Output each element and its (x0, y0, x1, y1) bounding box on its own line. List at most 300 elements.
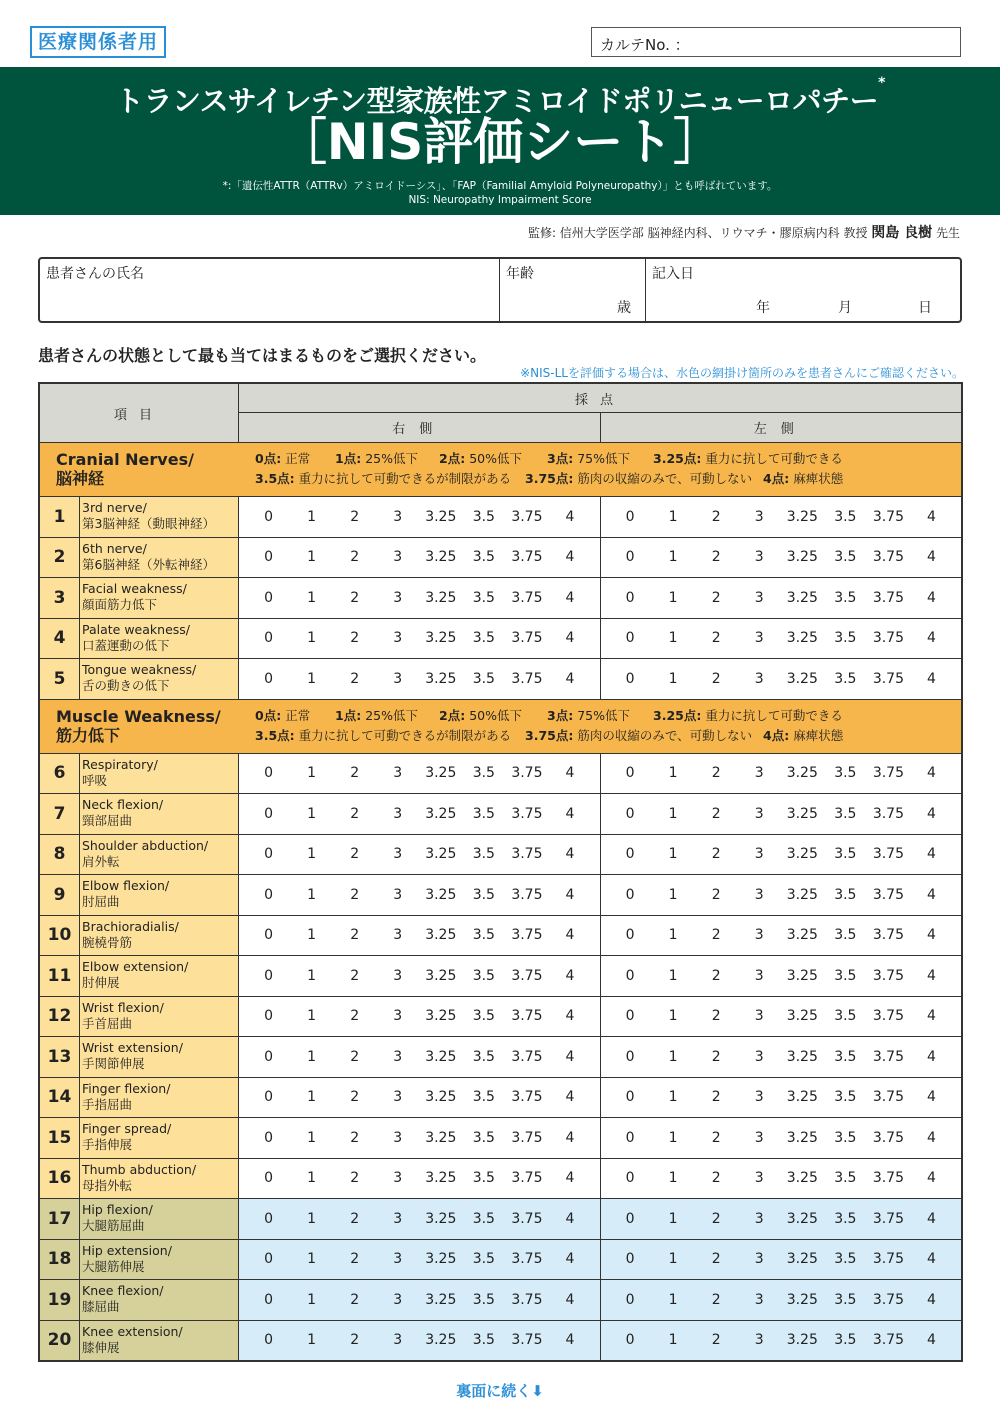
score-option[interactable]: 3 (393, 846, 403, 863)
score-option[interactable]: 0 (264, 1048, 273, 1065)
score-option[interactable]: 2 (711, 927, 721, 944)
score-option[interactable]: 4 (565, 508, 575, 525)
score-option[interactable]: 3.5 (834, 1251, 857, 1268)
score-option[interactable]: 4 (565, 846, 575, 863)
score-option[interactable]: 2 (350, 1129, 360, 1146)
score-option[interactable]: 3.25 (425, 1129, 457, 1146)
score-option[interactable]: 0 (625, 508, 635, 525)
score-option[interactable]: 0 (625, 549, 635, 566)
score-option[interactable]: 3.5 (834, 846, 857, 863)
score-option[interactable]: 2 (711, 1089, 721, 1106)
score-option[interactable]: 3.5 (472, 765, 495, 782)
score-option[interactable]: 3.75 (872, 589, 904, 606)
score-option[interactable]: 0 (625, 805, 635, 822)
score-option[interactable]: 3.75 (511, 1210, 543, 1227)
score-option[interactable]: 3.25 (786, 927, 818, 944)
score-option[interactable]: 3.25 (425, 670, 457, 687)
score-option[interactable]: 1 (307, 589, 317, 606)
score-option[interactable]: 3.5 (472, 967, 495, 984)
score-option[interactable]: 3 (754, 765, 764, 782)
score-option[interactable]: 0 (264, 1008, 273, 1025)
score-option[interactable]: 1 (307, 1170, 317, 1187)
score-option[interactable]: 3 (754, 1210, 764, 1227)
score-option[interactable]: 4 (927, 589, 936, 606)
score-option[interactable]: 3.25 (786, 1332, 818, 1349)
score-option[interactable]: 3.75 (511, 1089, 543, 1106)
score-option[interactable]: 2 (350, 1210, 360, 1227)
score-option[interactable]: 2 (350, 1089, 360, 1106)
score-option[interactable]: 3 (393, 886, 403, 903)
score-option[interactable]: 4 (927, 1291, 936, 1308)
score-option[interactable]: 3.25 (425, 846, 457, 863)
score-option[interactable]: 3.25 (786, 1089, 818, 1106)
score-option[interactable]: 3.75 (872, 967, 904, 984)
score-option[interactable]: 1 (307, 1048, 317, 1065)
score-option[interactable]: 3 (754, 1129, 764, 1146)
score-option[interactable]: 0 (264, 927, 273, 944)
score-option[interactable]: 0 (625, 846, 635, 863)
score-option[interactable]: 1 (307, 549, 317, 566)
score-option[interactable]: 4 (565, 765, 575, 782)
score-option[interactable]: 4 (927, 846, 936, 863)
score-option[interactable]: 0 (264, 1170, 273, 1187)
score-option[interactable]: 3.5 (834, 589, 857, 606)
score-option[interactable]: 3.75 (511, 508, 543, 525)
score-option[interactable]: 0 (264, 589, 273, 606)
score-option[interactable]: 2 (711, 1008, 721, 1025)
score-option[interactable]: 3.5 (834, 1291, 857, 1308)
score-option[interactable]: 0 (264, 846, 273, 863)
score-option[interactable]: 3.75 (872, 1048, 904, 1065)
score-option[interactable]: 1 (668, 1089, 678, 1106)
score-option[interactable]: 3.25 (425, 805, 457, 822)
score-option[interactable]: 3.75 (511, 549, 543, 566)
score-option[interactable]: 3.5 (834, 508, 857, 525)
score-option[interactable]: 3.75 (511, 805, 543, 822)
score-option[interactable]: 4 (927, 1170, 936, 1187)
score-option[interactable]: 2 (350, 630, 360, 647)
score-option[interactable]: 3.75 (511, 846, 543, 863)
score-option[interactable]: 0 (625, 1048, 635, 1065)
score-option[interactable]: 3.5 (834, 1210, 857, 1227)
score-option[interactable]: 3.75 (872, 508, 904, 525)
score-option[interactable]: 3.5 (834, 927, 857, 944)
score-option[interactable]: 3.75 (872, 886, 904, 903)
score-option[interactable]: 2 (350, 886, 360, 903)
score-option[interactable]: 3.5 (472, 589, 495, 606)
score-option[interactable]: 3.25 (786, 589, 818, 606)
score-option[interactable]: 1 (668, 630, 678, 647)
score-option[interactable]: 3.75 (872, 1291, 904, 1308)
score-option[interactable]: 2 (350, 670, 360, 687)
score-option[interactable]: 3 (754, 1008, 764, 1025)
score-option[interactable]: 0 (264, 765, 273, 782)
score-option[interactable]: 3 (754, 805, 764, 822)
score-option[interactable]: 3.75 (511, 670, 543, 687)
score-option[interactable]: 3.5 (472, 805, 495, 822)
score-option[interactable]: 3.25 (786, 967, 818, 984)
score-option[interactable]: 3 (754, 630, 764, 647)
score-option[interactable]: 4 (565, 1129, 575, 1146)
score-option[interactable]: 1 (307, 967, 317, 984)
score-option[interactable]: 3.75 (872, 1129, 904, 1146)
score-option[interactable]: 4 (927, 508, 936, 525)
score-option[interactable]: 3.5 (472, 886, 495, 903)
score-option[interactable]: 3.5 (834, 630, 857, 647)
score-option[interactable]: 3.25 (425, 1048, 457, 1065)
score-option[interactable]: 3.25 (425, 1170, 457, 1187)
score-option[interactable]: 3 (754, 927, 764, 944)
score-option[interactable]: 3.5 (834, 549, 857, 566)
score-option[interactable]: 1 (668, 886, 678, 903)
score-option[interactable]: 4 (927, 967, 936, 984)
score-option[interactable]: 4 (565, 1170, 575, 1187)
score-option[interactable]: 4 (927, 670, 936, 687)
score-option[interactable]: 3.25 (786, 1170, 818, 1187)
score-option[interactable]: 3.25 (425, 589, 457, 606)
score-option[interactable]: 4 (565, 549, 575, 566)
score-option[interactable]: 3.5 (834, 1332, 857, 1349)
score-option[interactable]: 1 (307, 1008, 317, 1025)
score-option[interactable]: 3 (754, 846, 764, 863)
score-option[interactable]: 3 (393, 508, 403, 525)
score-option[interactable]: 0 (264, 1089, 273, 1106)
score-option[interactable]: 1 (668, 805, 678, 822)
score-option[interactable]: 4 (565, 1048, 575, 1065)
score-option[interactable]: 3 (393, 1332, 403, 1349)
score-option[interactable]: 0 (264, 1129, 273, 1146)
score-option[interactable]: 3.75 (872, 846, 904, 863)
score-option[interactable]: 3 (393, 589, 403, 606)
score-option[interactable]: 2 (711, 1251, 721, 1268)
score-option[interactable]: 1 (307, 805, 317, 822)
score-option[interactable]: 2 (711, 805, 721, 822)
score-option[interactable]: 4 (565, 927, 575, 944)
score-option[interactable]: 3.75 (511, 1170, 543, 1187)
score-option[interactable]: 3 (393, 670, 403, 687)
score-option[interactable]: 0 (264, 670, 273, 687)
score-option[interactable]: 3.5 (472, 630, 495, 647)
score-option[interactable]: 4 (565, 886, 575, 903)
score-option[interactable]: 4 (565, 1251, 575, 1268)
score-option[interactable]: 3 (393, 765, 403, 782)
score-option[interactable]: 2 (711, 549, 721, 566)
score-option[interactable]: 3.5 (834, 765, 857, 782)
score-option[interactable]: 1 (668, 508, 678, 525)
score-option[interactable]: 3.25 (425, 508, 457, 525)
score-option[interactable]: 3.5 (834, 805, 857, 822)
score-option[interactable]: 3.75 (511, 589, 543, 606)
score-option[interactable]: 3.25 (425, 1089, 457, 1106)
score-option[interactable]: 3.25 (425, 765, 457, 782)
score-option[interactable]: 3.25 (786, 886, 818, 903)
score-option[interactable]: 0 (625, 1170, 635, 1187)
score-option[interactable]: 3.25 (786, 1048, 818, 1065)
score-option[interactable]: 1 (307, 886, 317, 903)
score-option[interactable]: 3.75 (872, 1089, 904, 1106)
score-option[interactable]: 3.25 (425, 1210, 457, 1227)
score-option[interactable]: 1 (668, 589, 678, 606)
score-option[interactable]: 3.5 (834, 1008, 857, 1025)
score-option[interactable]: 2 (350, 1291, 360, 1308)
score-option[interactable]: 3.75 (511, 630, 543, 647)
score-option[interactable]: 4 (927, 886, 936, 903)
score-option[interactable]: 3.5 (472, 1332, 495, 1349)
score-option[interactable]: 1 (668, 1251, 678, 1268)
score-option[interactable]: 3.25 (786, 630, 818, 647)
score-option[interactable]: 3.25 (786, 1008, 818, 1025)
score-option[interactable]: 0 (625, 589, 635, 606)
score-option[interactable]: 3.5 (472, 1008, 495, 1025)
score-option[interactable]: 2 (350, 1170, 360, 1187)
score-option[interactable]: 3.25 (786, 1291, 818, 1308)
score-option[interactable]: 1 (307, 1210, 317, 1227)
chart-number-field[interactable]: カルテNo. ： (591, 27, 961, 57)
score-option[interactable]: 1 (307, 1251, 317, 1268)
score-option[interactable]: 3 (754, 1332, 764, 1349)
score-option[interactable]: 3.25 (425, 967, 457, 984)
score-option[interactable]: 2 (350, 1332, 360, 1349)
score-option[interactable]: 4 (927, 765, 936, 782)
score-option[interactable]: 1 (668, 967, 678, 984)
score-option[interactable]: 3.25 (786, 1129, 818, 1146)
score-option[interactable]: 0 (264, 1332, 273, 1349)
score-option[interactable]: 3 (393, 1251, 403, 1268)
score-option[interactable]: 2 (711, 630, 721, 647)
score-option[interactable]: 1 (668, 549, 678, 566)
score-option[interactable]: 3.75 (872, 1008, 904, 1025)
score-option[interactable]: 3.75 (872, 927, 904, 944)
score-option[interactable]: 3 (754, 1251, 764, 1268)
score-option[interactable]: 0 (625, 1089, 635, 1106)
score-option[interactable]: 3.75 (511, 1048, 543, 1065)
score-option[interactable]: 1 (307, 1332, 317, 1349)
score-option[interactable]: 3 (393, 630, 403, 647)
score-option[interactable]: 2 (711, 1291, 721, 1308)
score-option[interactable]: 3.75 (511, 1332, 543, 1349)
score-option[interactable]: 3.5 (472, 670, 495, 687)
score-option[interactable]: 1 (307, 1089, 317, 1106)
score-option[interactable]: 3.25 (786, 670, 818, 687)
score-option[interactable]: 3 (754, 1089, 764, 1106)
score-option[interactable]: 3.25 (786, 765, 818, 782)
score-option[interactable]: 1 (668, 1129, 678, 1146)
score-option[interactable]: 3.75 (872, 670, 904, 687)
score-option[interactable]: 0 (625, 1210, 635, 1227)
score-option[interactable]: 2 (711, 765, 721, 782)
score-option[interactable]: 0 (625, 1129, 635, 1146)
score-option[interactable]: 0 (264, 549, 273, 566)
score-option[interactable]: 3.75 (872, 765, 904, 782)
score-option[interactable]: 3.75 (872, 1170, 904, 1187)
score-option[interactable]: 1 (307, 927, 317, 944)
score-option[interactable]: 3.25 (425, 886, 457, 903)
score-option[interactable]: 4 (927, 1210, 936, 1227)
score-option[interactable]: 1 (668, 1008, 678, 1025)
score-option[interactable]: 3 (754, 1291, 764, 1308)
score-option[interactable]: 3.75 (511, 1251, 543, 1268)
score-option[interactable]: 3.75 (872, 1332, 904, 1349)
score-option[interactable]: 0 (264, 1291, 273, 1308)
score-option[interactable]: 3.25 (425, 927, 457, 944)
score-option[interactable]: 3.25 (786, 1210, 818, 1227)
score-option[interactable]: 3 (393, 1008, 403, 1025)
score-option[interactable]: 3.75 (511, 927, 543, 944)
score-option[interactable]: 4 (927, 1129, 936, 1146)
score-option[interactable]: 1 (668, 670, 678, 687)
score-option[interactable]: 3.5 (834, 670, 857, 687)
score-option[interactable]: 3 (393, 1210, 403, 1227)
score-option[interactable]: 4 (927, 1251, 936, 1268)
score-option[interactable]: 1 (668, 765, 678, 782)
score-option[interactable]: 4 (565, 1089, 575, 1106)
score-option[interactable]: 2 (711, 1210, 721, 1227)
score-option[interactable]: 3.75 (872, 1210, 904, 1227)
score-option[interactable]: 4 (565, 670, 575, 687)
score-option[interactable]: 3.5 (472, 549, 495, 566)
score-option[interactable]: 0 (264, 508, 273, 525)
score-option[interactable]: 3.25 (425, 1251, 457, 1268)
score-option[interactable]: 2 (350, 927, 360, 944)
score-option[interactable]: 3.5 (472, 846, 495, 863)
score-option[interactable]: 3 (393, 549, 403, 566)
score-option[interactable]: 3.75 (872, 549, 904, 566)
score-option[interactable]: 1 (307, 630, 317, 647)
score-option[interactable]: 3.25 (786, 846, 818, 863)
score-option[interactable]: 3.25 (425, 549, 457, 566)
score-option[interactable]: 3.5 (834, 1129, 857, 1146)
score-option[interactable]: 2 (711, 886, 721, 903)
score-option[interactable]: 2 (711, 1170, 721, 1187)
score-option[interactable]: 2 (711, 508, 721, 525)
score-option[interactable]: 3.5 (472, 1170, 495, 1187)
score-option[interactable]: 3.5 (834, 1170, 857, 1187)
score-option[interactable]: 4 (927, 1008, 936, 1025)
score-option[interactable]: 3.5 (834, 1089, 857, 1106)
score-option[interactable]: 0 (625, 1251, 635, 1268)
score-option[interactable]: 4 (565, 967, 575, 984)
score-option[interactable]: 4 (927, 549, 936, 566)
score-option[interactable]: 4 (927, 805, 936, 822)
score-option[interactable]: 2 (350, 1251, 360, 1268)
score-option[interactable]: 4 (565, 1008, 575, 1025)
score-option[interactable]: 2 (711, 1129, 721, 1146)
score-option[interactable]: 0 (625, 967, 635, 984)
score-option[interactable]: 1 (307, 1129, 317, 1146)
score-option[interactable]: 3.75 (511, 1129, 543, 1146)
score-option[interactable]: 3.5 (472, 1048, 495, 1065)
score-option[interactable]: 3.5 (472, 1251, 495, 1268)
score-option[interactable]: 0 (264, 1251, 273, 1268)
score-option[interactable]: 3.75 (872, 1251, 904, 1268)
score-option[interactable]: 1 (668, 1210, 678, 1227)
score-option[interactable]: 3.5 (472, 1129, 495, 1146)
score-option[interactable]: 3.75 (872, 805, 904, 822)
score-option[interactable]: 3.75 (511, 886, 543, 903)
score-option[interactable]: 3.5 (472, 1291, 495, 1308)
score-option[interactable]: 3 (754, 508, 764, 525)
score-option[interactable]: 2 (350, 508, 360, 525)
score-option[interactable]: 3.25 (425, 1008, 457, 1025)
score-option[interactable]: 2 (350, 967, 360, 984)
score-option[interactable]: 3.75 (511, 967, 543, 984)
score-option[interactable]: 3 (393, 1170, 403, 1187)
score-option[interactable]: 3.25 (425, 1332, 457, 1349)
score-option[interactable]: 3.25 (786, 805, 818, 822)
score-option[interactable]: 3.25 (786, 1251, 818, 1268)
score-option[interactable]: 1 (668, 927, 678, 944)
score-option[interactable]: 4 (927, 1048, 936, 1065)
score-option[interactable]: 0 (264, 630, 273, 647)
score-option[interactable]: 4 (565, 589, 575, 606)
score-option[interactable]: 0 (264, 886, 273, 903)
score-option[interactable]: 3 (754, 1048, 764, 1065)
score-option[interactable]: 3.5 (834, 967, 857, 984)
score-option[interactable]: 3 (393, 805, 403, 822)
score-option[interactable]: 4 (565, 630, 575, 647)
score-option[interactable]: 4 (927, 927, 936, 944)
score-option[interactable]: 3 (754, 886, 764, 903)
score-option[interactable]: 1 (307, 508, 317, 525)
score-option[interactable]: 0 (264, 967, 273, 984)
score-option[interactable]: 2 (711, 846, 721, 863)
score-option[interactable]: 3.75 (511, 1291, 543, 1308)
score-option[interactable]: 3.5 (472, 508, 495, 525)
score-option[interactable]: 3.5 (472, 927, 495, 944)
score-option[interactable]: 3.5 (472, 1210, 495, 1227)
score-option[interactable]: 2 (711, 589, 721, 606)
score-option[interactable]: 2 (350, 765, 360, 782)
score-option[interactable]: 0 (625, 1008, 635, 1025)
score-option[interactable]: 4 (927, 1089, 936, 1106)
patient-age-field[interactable]: 年齢 歳 (500, 259, 646, 321)
score-option[interactable]: 4 (927, 630, 936, 647)
score-option[interactable]: 2 (711, 967, 721, 984)
score-option[interactable]: 1 (668, 846, 678, 863)
score-option[interactable]: 4 (565, 1291, 575, 1308)
score-option[interactable]: 4 (565, 1210, 575, 1227)
score-option[interactable]: 2 (350, 805, 360, 822)
score-option[interactable]: 1 (307, 846, 317, 863)
score-option[interactable]: 3.25 (786, 549, 818, 566)
score-option[interactable]: 3.25 (786, 508, 818, 525)
score-option[interactable]: 3.5 (472, 1089, 495, 1106)
score-option[interactable]: 2 (711, 1332, 721, 1349)
score-option[interactable]: 4 (927, 1332, 936, 1349)
score-option[interactable]: 4 (565, 1332, 575, 1349)
score-option[interactable]: 3.75 (872, 630, 904, 647)
score-option[interactable]: 3.75 (511, 1008, 543, 1025)
score-option[interactable]: 3 (754, 589, 764, 606)
score-option[interactable]: 0 (625, 1332, 635, 1349)
score-option[interactable]: 0 (264, 1210, 273, 1227)
entry-date-field[interactable]: 記入日 年 月 日 (652, 266, 932, 316)
score-option[interactable]: 3 (393, 1089, 403, 1106)
score-option[interactable]: 2 (711, 1048, 721, 1065)
score-option[interactable]: 2 (711, 670, 721, 687)
score-option[interactable]: 3 (393, 1291, 403, 1308)
score-option[interactable]: 1 (668, 1048, 678, 1065)
score-option[interactable]: 3 (393, 967, 403, 984)
score-option[interactable]: 3 (393, 927, 403, 944)
score-option[interactable]: 3.25 (425, 1291, 457, 1308)
score-option[interactable]: 0 (264, 805, 273, 822)
patient-name-field[interactable]: 患者さんの氏名 (40, 259, 500, 321)
score-option[interactable]: 0 (625, 630, 635, 647)
score-option[interactable]: 2 (350, 846, 360, 863)
score-option[interactable]: 3 (393, 1048, 403, 1065)
score-option[interactable]: 3.5 (834, 1048, 857, 1065)
